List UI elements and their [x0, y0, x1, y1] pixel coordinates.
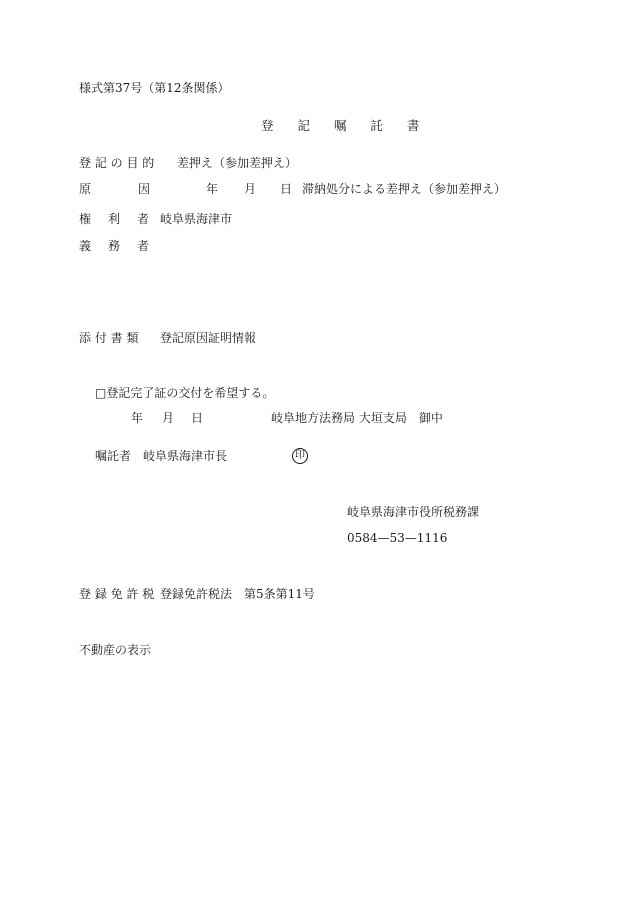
attachments-label: 添 付 書 類 — [79, 331, 139, 345]
addressee: 岐阜地方法務局 大垣支局 御中 — [271, 411, 443, 425]
contact-phone: 0584—53—1116 — [347, 531, 448, 545]
cause-year: 年 — [206, 182, 219, 196]
obligor-label-3: 者 — [137, 239, 150, 253]
cause-label-1: 原 — [79, 182, 92, 196]
cause-month: 月 — [244, 182, 257, 196]
date-year: 年 — [131, 411, 144, 425]
form-number: 様式第37号（第12条関係） — [79, 81, 230, 95]
contact-office: 岐阜県海津市役所税務課 — [347, 505, 480, 519]
registration-tax-value: 登録免許税法 第5条第11号 — [160, 587, 315, 601]
registration-tax-label: 登 録 免 許 税 — [79, 587, 155, 601]
right-holder-value: 岐阜県海津市 — [160, 212, 233, 226]
attachments-value: 登記原因証明情報 — [160, 331, 257, 345]
seal-glyph: 印 — [292, 448, 308, 464]
completion-certificate-request: □登記完了証の交付を希望する。 — [95, 386, 275, 400]
purpose-value: 差押え（参加差押え） — [177, 156, 298, 170]
right-holder-label-3: 者 — [137, 212, 150, 226]
obligor-label-1: 義 — [79, 239, 92, 253]
date-month: 月 — [162, 411, 175, 425]
date-day: 日 — [191, 411, 204, 425]
cause-label-2: 因 — [138, 182, 151, 196]
obligor-label-2: 務 — [108, 239, 121, 253]
right-holder-label-1: 権 — [79, 212, 92, 226]
commissioner-label: 嘱託者 — [95, 449, 132, 463]
document-title: 登 記 嘱 託 書 — [261, 118, 430, 133]
cause-day: 日 — [280, 182, 293, 196]
seal-mark — [292, 448, 308, 464]
property-label: 不動産の表示 — [79, 643, 152, 657]
commissioner-value: 岐阜県海津市長 — [143, 449, 228, 463]
purpose-label: 登 記 の 目 的 — [79, 156, 155, 170]
cause-value: 滞納処分による差押え（参加差押え） — [302, 182, 507, 196]
right-holder-label-2: 利 — [108, 212, 121, 226]
